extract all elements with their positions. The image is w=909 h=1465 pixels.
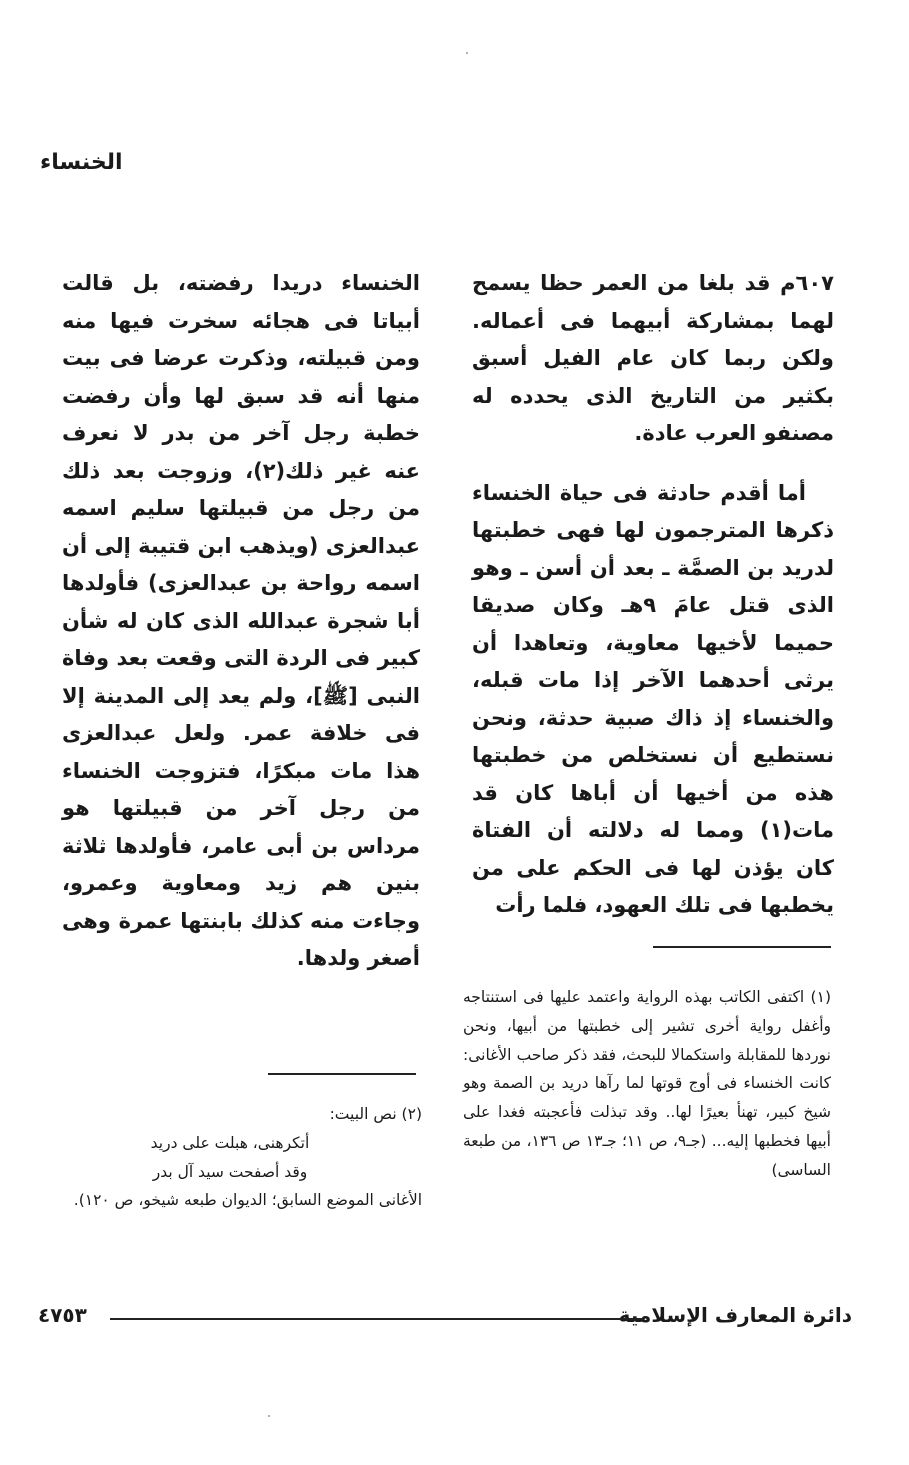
footnote-2-verse-1: أتكرهنى، هبلت على دريد [150, 1133, 310, 1152]
footnote-1-text: (١) اكتفى الكاتب بهذه الرواية واعتمد عليها فى استنتاجه وأغفل رواية أخرى تشير إلى خطبتها من أبيها، ونحن نوردها للمقابلة واستكمالا للبحث، فقد ذكر صاحب الأغانى: كانت الخنساء فى أوج قوتها لما رآها دريد بن الصمة وهو شيخ كبير، تهنأ بعيرًا لها.. وقد تبذلت فأعجبته فغدا على أبيها فخطبها إليه... (جـ٩، ص ١١؛ جـ١٣ ص ١٣٦، من طبعة الساسى) [463, 988, 831, 1179]
footnote-rule-right [653, 946, 831, 948]
footnote-rule-left [268, 1073, 416, 1075]
running-head: الخنساء [40, 150, 123, 175]
footnote-2-source: الأغانى الموضع السابق؛ الديوان طبعه شيخو، ص ١٢٠). [73, 1191, 422, 1210]
footnote-2-intro: (٢) نص البيت: [329, 1105, 422, 1123]
left-column [62, 265, 420, 978]
page-number: ٤٧٥٣ [38, 1303, 87, 1327]
footnote-1 [463, 983, 831, 1185]
scan-speck [466, 52, 468, 54]
footer-rule [110, 1318, 644, 1320]
right-column-paragraph-2: أما أقدم حادثة فى حياة الخنساء ذكرها المترجمون لها فهى خطبتها لدريد بن الصمَّة ـ بعد أن أسن ـ وهو الذى قتل عامَ ٩هـ وكان صديقا حميما لأخيها معاوية، وتعاهدا أن يرثى أحدهما الآخر إذا مات قبله، والخنساء إذ ذاك صبية حدثة، ونحن نستطيع أن نستخلص من خطبتها هذه من أخيها أن أباها كان قد مات(١) ومما له دلالته أن الفتاة كان يؤذن لها فى الحكم على من يخطبها فى تلك العهود، فلما رأت [472, 480, 834, 917]
footnote-2-verse-2: وقد أصفحت سيد آل بدر [152, 1162, 308, 1181]
footer-title: دائرة المعارف الإسلامية [618, 1303, 852, 1327]
footnote-2 [38, 1100, 422, 1215]
right-column-paragraph-1: ٦٠٧م قد بلغا من العمر حظا يسمح لهما بمشاركة أبيهما فى أعماله. ولكن ربما كان عام الفيل أسبق بكثير من التاريخ الذى يحدده له مصنفو العرب عادة. [472, 271, 834, 445]
scan-speck [268, 1415, 270, 1417]
left-column-paragraph: الخنساء دريدا رفضته، بل قالت أبياتا فى هجائه سخرت فيها منه ومن قبيلته، وذكرت عرضا فى بيت منها أنه قد سبق لها وأن رفضت خطبة رجل آخر من بدر لا نعرف عنه غير ذلك(٢)، وزوجت بعد ذلك من رجل من قبيلتها سليم اسمه عبدالعزى (ويذهب ابن قتيبة إلى أن اسمه رواحة بن عبدالعزى) فأولدها أبا شجرة عبدالله الذى كان له شأن كبير فى الردة التى وقعت بعد وفاة النبى [ﷺ]، ولم يعد إلى المدينة إلا فى خلافة عمر. ولعل عبدالعزى هذا مات مبكرًا، فتزوجت الخنساء من رجل آخر من قبيلتها هو مرداس بن أبى عامر، فأولدها ثلاثة بنين هم زيد ومعاوية وعمرو، وجاءت منه كذلك بابنتها عمرة وهى أصغر ولدها. [62, 271, 420, 970]
page-footer [38, 1303, 852, 1333]
right-column [472, 265, 834, 925]
